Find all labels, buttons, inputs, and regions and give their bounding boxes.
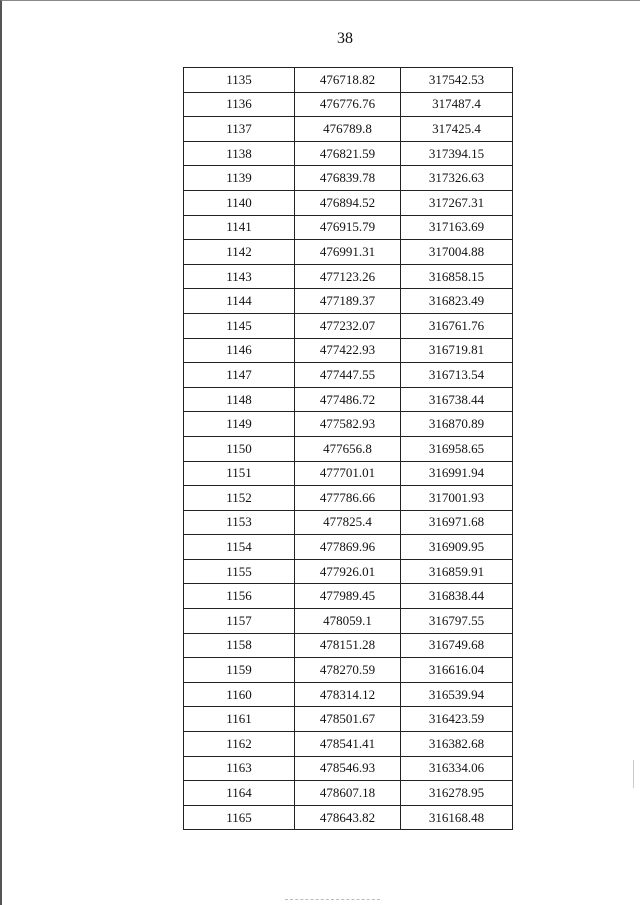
y-coordinate-cell: 317425.4 xyxy=(401,117,513,142)
x-coordinate-cell: 477926.01 xyxy=(295,559,401,584)
y-coordinate-cell: 316738.44 xyxy=(401,387,513,412)
x-coordinate-cell: 477701.01 xyxy=(295,461,401,486)
y-coordinate-cell: 316539.94 xyxy=(401,682,513,707)
table-row xyxy=(184,190,513,215)
x-coordinate-cell: 478541.41 xyxy=(295,732,401,757)
x-coordinate-cell: 478501.67 xyxy=(295,707,401,732)
table-row xyxy=(184,781,513,806)
point-number-cell: 1144 xyxy=(184,289,295,314)
table-row xyxy=(184,264,513,289)
y-coordinate-cell: 316719.81 xyxy=(401,338,513,363)
table-row xyxy=(184,682,513,707)
point-number-cell: 1142 xyxy=(184,240,295,265)
scan-edge-artifact xyxy=(633,760,634,788)
y-coordinate-cell: 316858.15 xyxy=(401,264,513,289)
point-number-cell: 1156 xyxy=(184,584,295,609)
table-row xyxy=(184,338,513,363)
x-coordinate-cell: 478151.28 xyxy=(295,633,401,658)
x-coordinate-cell: 477656.8 xyxy=(295,436,401,461)
table-row xyxy=(184,535,513,560)
table-row xyxy=(184,584,513,609)
y-coordinate-cell: 317394.15 xyxy=(401,141,513,166)
table-row xyxy=(184,92,513,117)
x-coordinate-cell: 476894.52 xyxy=(295,190,401,215)
x-coordinate-cell: 476776.76 xyxy=(295,92,401,117)
point-number-cell: 1160 xyxy=(184,682,295,707)
table-row xyxy=(184,387,513,412)
point-number-cell: 1162 xyxy=(184,732,295,757)
point-number-cell: 1148 xyxy=(184,387,295,412)
y-coordinate-cell: 316749.68 xyxy=(401,633,513,658)
table-row xyxy=(184,68,513,93)
y-coordinate-cell: 316423.59 xyxy=(401,707,513,732)
x-coordinate-cell: 477486.72 xyxy=(295,387,401,412)
point-number-cell: 1149 xyxy=(184,412,295,437)
scan-artifact xyxy=(285,899,380,900)
x-coordinate-cell: 477232.07 xyxy=(295,313,401,338)
table-row xyxy=(184,313,513,338)
y-coordinate-cell: 316334.06 xyxy=(401,756,513,781)
y-coordinate-cell: 316616.04 xyxy=(401,658,513,683)
table-row xyxy=(184,756,513,781)
point-number-cell: 1154 xyxy=(184,535,295,560)
point-number-cell: 1138 xyxy=(184,141,295,166)
table-row xyxy=(184,805,513,830)
point-number-cell: 1140 xyxy=(184,190,295,215)
table-row xyxy=(184,215,513,240)
table-row xyxy=(184,141,513,166)
point-number-cell: 1155 xyxy=(184,559,295,584)
point-number-cell: 1152 xyxy=(184,486,295,511)
y-coordinate-cell: 316971.68 xyxy=(401,510,513,535)
table-row xyxy=(184,461,513,486)
table-row xyxy=(184,609,513,634)
x-coordinate-cell: 477786.66 xyxy=(295,486,401,511)
x-coordinate-cell: 477189.37 xyxy=(295,289,401,314)
point-number-cell: 1153 xyxy=(184,510,295,535)
point-number-cell: 1163 xyxy=(184,756,295,781)
x-coordinate-cell: 476839.78 xyxy=(295,166,401,191)
y-coordinate-cell: 316168.48 xyxy=(401,805,513,830)
table-row xyxy=(184,510,513,535)
point-number-cell: 1141 xyxy=(184,215,295,240)
y-coordinate-cell: 316797.55 xyxy=(401,609,513,634)
table-row xyxy=(184,658,513,683)
point-number-cell: 1139 xyxy=(184,166,295,191)
x-coordinate-cell: 477123.26 xyxy=(295,264,401,289)
point-number-cell: 1135 xyxy=(184,68,295,93)
point-number-cell: 1157 xyxy=(184,609,295,634)
y-coordinate-cell: 316991.94 xyxy=(401,461,513,486)
table-row xyxy=(184,363,513,388)
point-number-cell: 1159 xyxy=(184,658,295,683)
y-coordinate-cell: 316713.54 xyxy=(401,363,513,388)
table-row xyxy=(184,412,513,437)
point-number-cell: 1145 xyxy=(184,313,295,338)
y-coordinate-cell: 317163.69 xyxy=(401,215,513,240)
table-row xyxy=(184,289,513,314)
y-coordinate-cell: 317004.88 xyxy=(401,240,513,265)
y-coordinate-cell: 316870.89 xyxy=(401,412,513,437)
y-coordinate-cell: 316278.95 xyxy=(401,781,513,806)
y-coordinate-cell: 316382.68 xyxy=(401,732,513,757)
point-number-cell: 1150 xyxy=(184,436,295,461)
point-number-cell: 1143 xyxy=(184,264,295,289)
point-number-cell: 1161 xyxy=(184,707,295,732)
table-row xyxy=(184,707,513,732)
y-coordinate-cell: 316859.91 xyxy=(401,559,513,584)
x-coordinate-cell: 477422.93 xyxy=(295,338,401,363)
point-number-cell: 1164 xyxy=(184,781,295,806)
point-number-cell: 1158 xyxy=(184,633,295,658)
x-coordinate-cell: 476991.31 xyxy=(295,240,401,265)
y-coordinate-cell: 316958.65 xyxy=(401,436,513,461)
table-row xyxy=(184,732,513,757)
y-coordinate-cell: 317487.4 xyxy=(401,92,513,117)
x-coordinate-cell: 476821.59 xyxy=(295,141,401,166)
x-coordinate-cell: 478059.1 xyxy=(295,609,401,634)
x-coordinate-cell: 477825.4 xyxy=(295,510,401,535)
x-coordinate-cell: 478546.93 xyxy=(295,756,401,781)
page-number: 38 xyxy=(337,30,353,47)
x-coordinate-cell: 478314.12 xyxy=(295,682,401,707)
coordinates-table-body xyxy=(184,68,513,830)
x-coordinate-cell: 477869.96 xyxy=(295,535,401,560)
y-coordinate-cell: 316761.76 xyxy=(401,313,513,338)
table-row xyxy=(184,486,513,511)
y-coordinate-cell: 316823.49 xyxy=(401,289,513,314)
x-coordinate-cell: 476915.79 xyxy=(295,215,401,240)
point-number-cell: 1136 xyxy=(184,92,295,117)
coordinates-table xyxy=(183,67,513,830)
point-number-cell: 1165 xyxy=(184,805,295,830)
y-coordinate-cell: 317001.93 xyxy=(401,486,513,511)
table-row xyxy=(184,559,513,584)
x-coordinate-cell: 476718.82 xyxy=(295,68,401,93)
table-row xyxy=(184,436,513,461)
x-coordinate-cell: 478607.18 xyxy=(295,781,401,806)
y-coordinate-cell: 316909.95 xyxy=(401,535,513,560)
point-number-cell: 1147 xyxy=(184,363,295,388)
point-number-cell: 1151 xyxy=(184,461,295,486)
x-coordinate-cell: 477989.45 xyxy=(295,584,401,609)
x-coordinate-cell: 477582.93 xyxy=(295,412,401,437)
table-row xyxy=(184,166,513,191)
y-coordinate-cell: 317326.63 xyxy=(401,166,513,191)
table-row xyxy=(184,633,513,658)
table-row xyxy=(184,117,513,142)
table-row xyxy=(184,240,513,265)
y-coordinate-cell: 317542.53 xyxy=(401,68,513,93)
x-coordinate-cell: 477447.55 xyxy=(295,363,401,388)
y-coordinate-cell: 316838.44 xyxy=(401,584,513,609)
y-coordinate-cell: 317267.31 xyxy=(401,190,513,215)
x-coordinate-cell: 476789.8 xyxy=(295,117,401,142)
x-coordinate-cell: 478643.82 xyxy=(295,805,401,830)
point-number-cell: 1137 xyxy=(184,117,295,142)
x-coordinate-cell: 478270.59 xyxy=(295,658,401,683)
point-number-cell: 1146 xyxy=(184,338,295,363)
